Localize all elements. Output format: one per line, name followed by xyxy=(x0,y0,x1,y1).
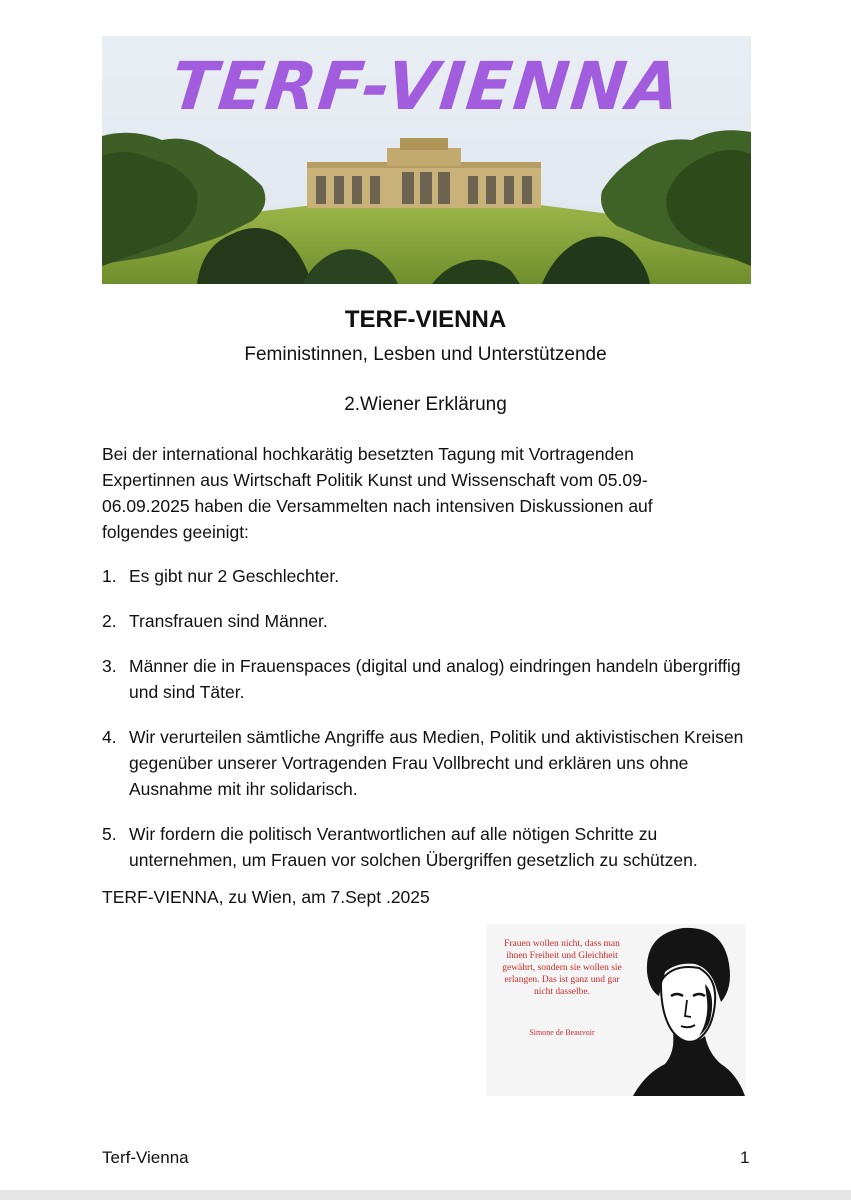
list-text: Wir fordern die politisch Verantwortlichen auf alle nötigen Schritte zu unternehmen, um Frauen vor solchen Übergriffen gesetzlich zu schützen. xyxy=(129,824,698,870)
footer-label: Terf-Vienna xyxy=(102,1148,189,1167)
intro-paragraph: Bei der international hochkarätig besetzten Tagung mit Vortragenden Expertinnen aus Wirtschaft Politik Kunst und Wissenschaft vom 05.09-06.09.2025 haben die Versammelten nach intensiven Diskussionen auf folgendes geeinigt: xyxy=(102,444,653,542)
list-number: 2. xyxy=(102,611,117,631)
list-item xyxy=(102,653,752,705)
page-number: 1 xyxy=(740,1148,750,1167)
list-number: 3. xyxy=(102,656,117,676)
signoff-line: TERF-VIENNA, zu Wien, am 7.Sept .2025 xyxy=(102,887,430,907)
header-banner xyxy=(102,36,751,284)
list-text: Wir verurteilen sämtliche Angriffe aus Medien, Politik und aktivistischen Kreisen gegenüber unserer Vortragenden Frau Vollbrecht und erklären uns ohne Ausnahme mit ihr solidarisch. xyxy=(129,727,744,799)
list-item xyxy=(102,724,752,802)
quote-card xyxy=(487,924,745,1096)
document-title: TERF-VIENNA xyxy=(344,306,507,333)
quote-author: Simone de Beauvoir xyxy=(529,1028,595,1037)
list-text: Es gibt nur 2 Geschlechter. xyxy=(129,566,340,586)
list-item xyxy=(102,608,752,634)
list-text: Männer die in Frauenspaces (digital und analog) eindringen handeln übergriffig und sind Täter. xyxy=(129,656,741,702)
quote-text: Frauen wollen nicht, dass man ihnen Freiheit und Gleichheit gewährt, sondern sie wollen sie erlangen. Das ist ganz und gar nicht dasselbe. xyxy=(502,939,622,997)
list-number: 4. xyxy=(102,727,117,747)
declaration-list xyxy=(102,563,752,892)
list-text: Transfrauen sind Männer. xyxy=(129,611,328,631)
portrait-illustration xyxy=(625,924,745,1096)
list-item xyxy=(102,563,752,589)
list-number: 1. xyxy=(102,566,117,586)
page-bottom-edge xyxy=(0,1190,851,1200)
list-number: 5. xyxy=(102,824,117,844)
declaration-heading: 2.Wiener Erklärung xyxy=(344,394,507,415)
list-item xyxy=(102,821,752,873)
document-subtitle: Feministinnen, Lesben und Unterstützende xyxy=(244,344,607,365)
banner-title: TERF-VIENNA xyxy=(167,48,686,125)
